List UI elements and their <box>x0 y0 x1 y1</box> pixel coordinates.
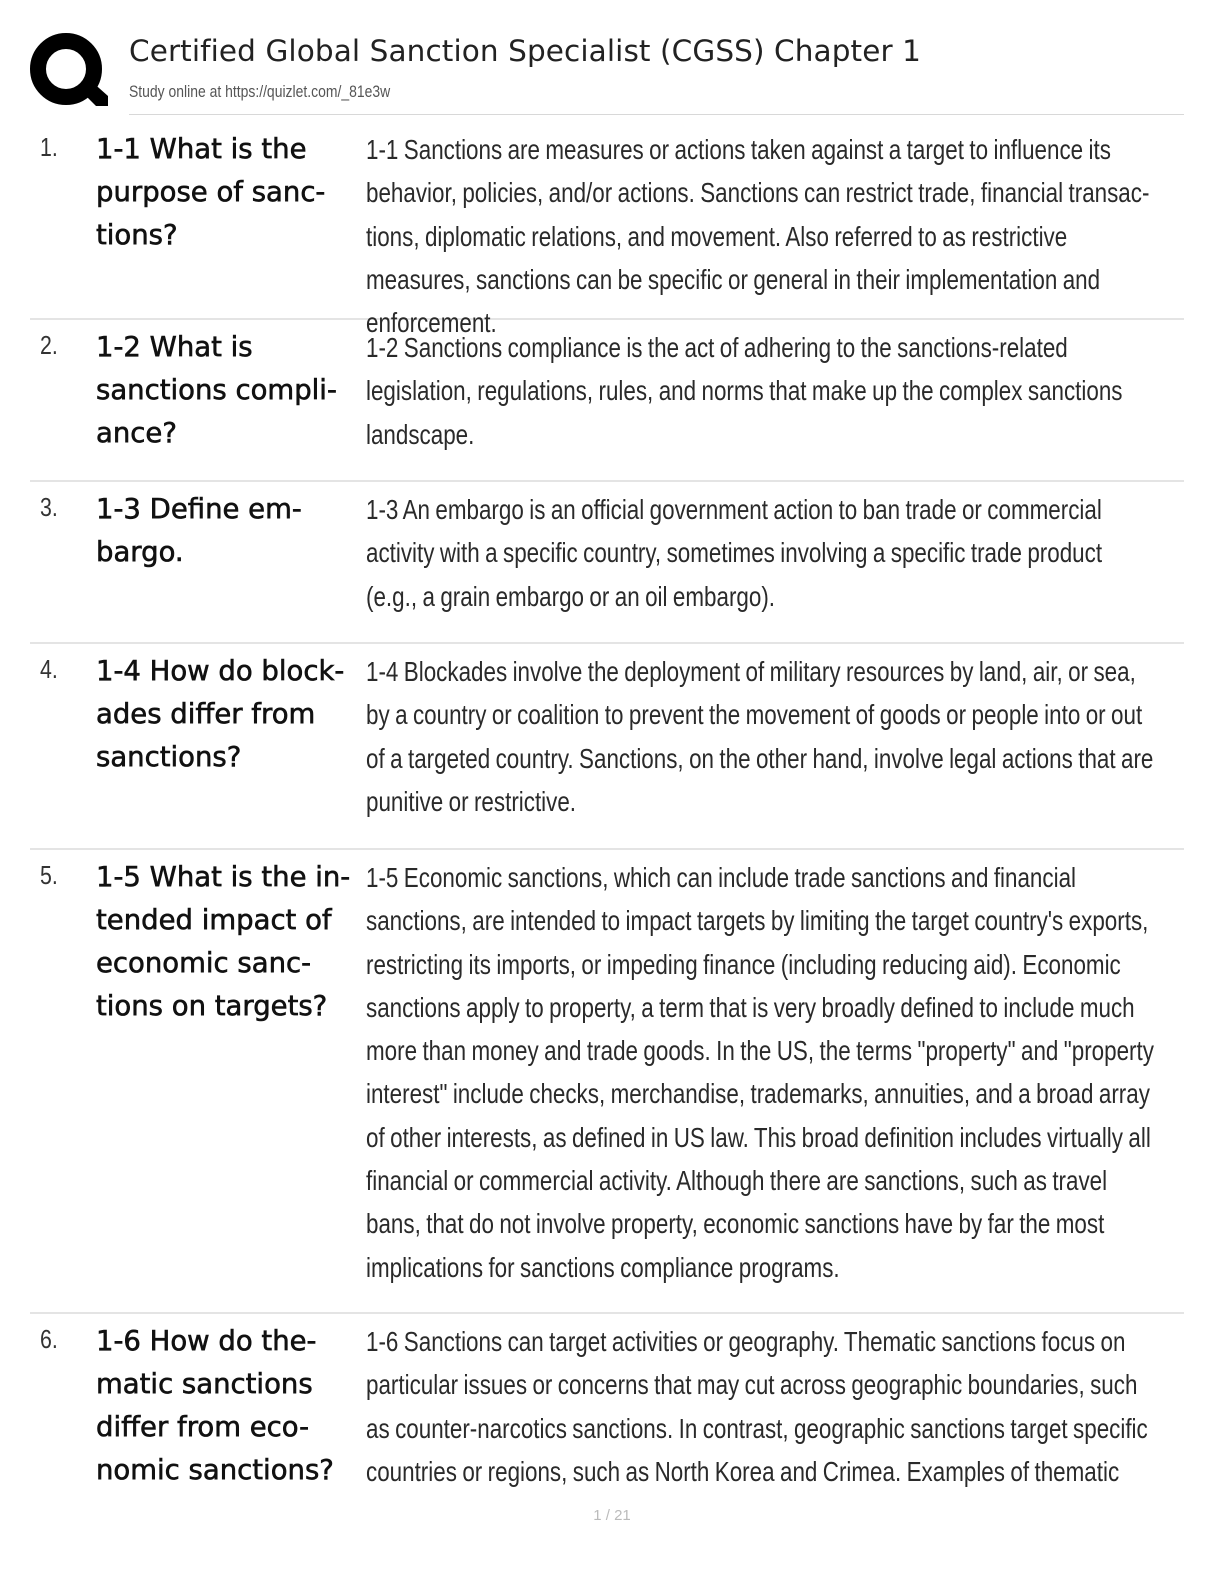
card-number: 6. <box>40 1324 58 1354</box>
card-term: 1-4 How do block-ades differ from sanctions? <box>96 655 345 773</box>
card-definition: 1-3 An embargo is an official government action to ban trade or commercial activity with a specific country, sometimes involving a specific trade product (e.g., a grain embargo or an oil embargo). <box>366 494 1103 612</box>
card-definition: 1-4 Blockades involve the deployment of military resources by land, air, or sea, by a country or coalition to prevent the movement of goods or people into or out of a targeted country. Sanctions, on the other hand, involve legal actions that are punitive or restrictive. <box>366 656 1154 817</box>
flashcard <box>30 850 1184 1314</box>
card-number: 1. <box>40 132 58 162</box>
flashcard <box>30 320 1184 482</box>
study-link[interactable]: Study online at https://quizlet.com/_81e3w <box>129 82 391 101</box>
card-term: 1-2 What is sanctions compli-ance? <box>96 331 337 449</box>
page-title: Certified Global Sanction Specialist (CGSS) Chapter 1 <box>129 34 922 68</box>
page-number: 1 / 21 <box>593 1507 631 1524</box>
quizlet-logo-icon <box>30 32 108 110</box>
flashcard <box>30 482 1184 644</box>
flashcard <box>30 122 1184 339</box>
card-number: 2. <box>40 330 58 360</box>
page-header <box>30 30 1184 116</box>
card-term: 1-5 What is the in-tended impact of economic sanc-tions on targets? <box>96 861 351 1022</box>
card-definition: 1-6 Sanctions can target activities or geography. Thematic sanctions focus on particular issues or concerns that may cut across geographic boundaries, such as counter-narcotics sanctions. In contrast, geographic sanctions target specific countries or regions, such as North Korea and Crimea. Examples of thematic <box>366 1326 1148 1487</box>
card-definition: 1-1 Sanctions are measures or actions taken against a target to influence its behavior, policies, and/or actions. Sanctions can restrict trade, financial transac-tions, diplomatic relations, and movement. Also referred to as restrictive measures, sanctions can be specific or general in their implementation and enforcement. <box>366 134 1150 339</box>
card-term: 1-3 Define em-bargo. <box>96 493 302 568</box>
header-divider <box>129 114 1184 115</box>
card-term: 1-6 How do the-matic sanctions differ from eco-nomic sanctions? <box>96 1325 334 1486</box>
card-definition: 1-5 Economic sanctions, which can include trade sanctions and financial sanctions, are intended to impact targets by limiting the target country's exports, restricting its imports, or impeding finance (including reducing aid). Economic sanctions apply to property, a term that is very broadly defined to include much more than money and trade goods. In the US, the terms "property" and "property interest" include checks, merchandise, trademarks, annuities, and a broad array of other interests, as defined in US law. This broad definition includes virtually all financial or commercial activity. Although there are sanctions, such as travel bans, that do not involve property, economic sanctions have by far the most implications for sanctions compliance programs. <box>366 862 1154 1283</box>
flashcard <box>30 1314 1184 1504</box>
flashcard <box>30 644 1184 850</box>
card-definition: 1-2 Sanctions compliance is the act of adhering to the sanctions-related legislation, regulations, rules, and norms that make up the complex sanctions landscape. <box>366 332 1123 450</box>
card-number: 3. <box>40 492 58 522</box>
flashcard-list <box>30 122 1184 1504</box>
card-number: 4. <box>40 654 58 684</box>
card-term: 1-1 What is the purpose of sanc-tions? <box>96 133 326 251</box>
card-number: 5. <box>40 860 58 890</box>
